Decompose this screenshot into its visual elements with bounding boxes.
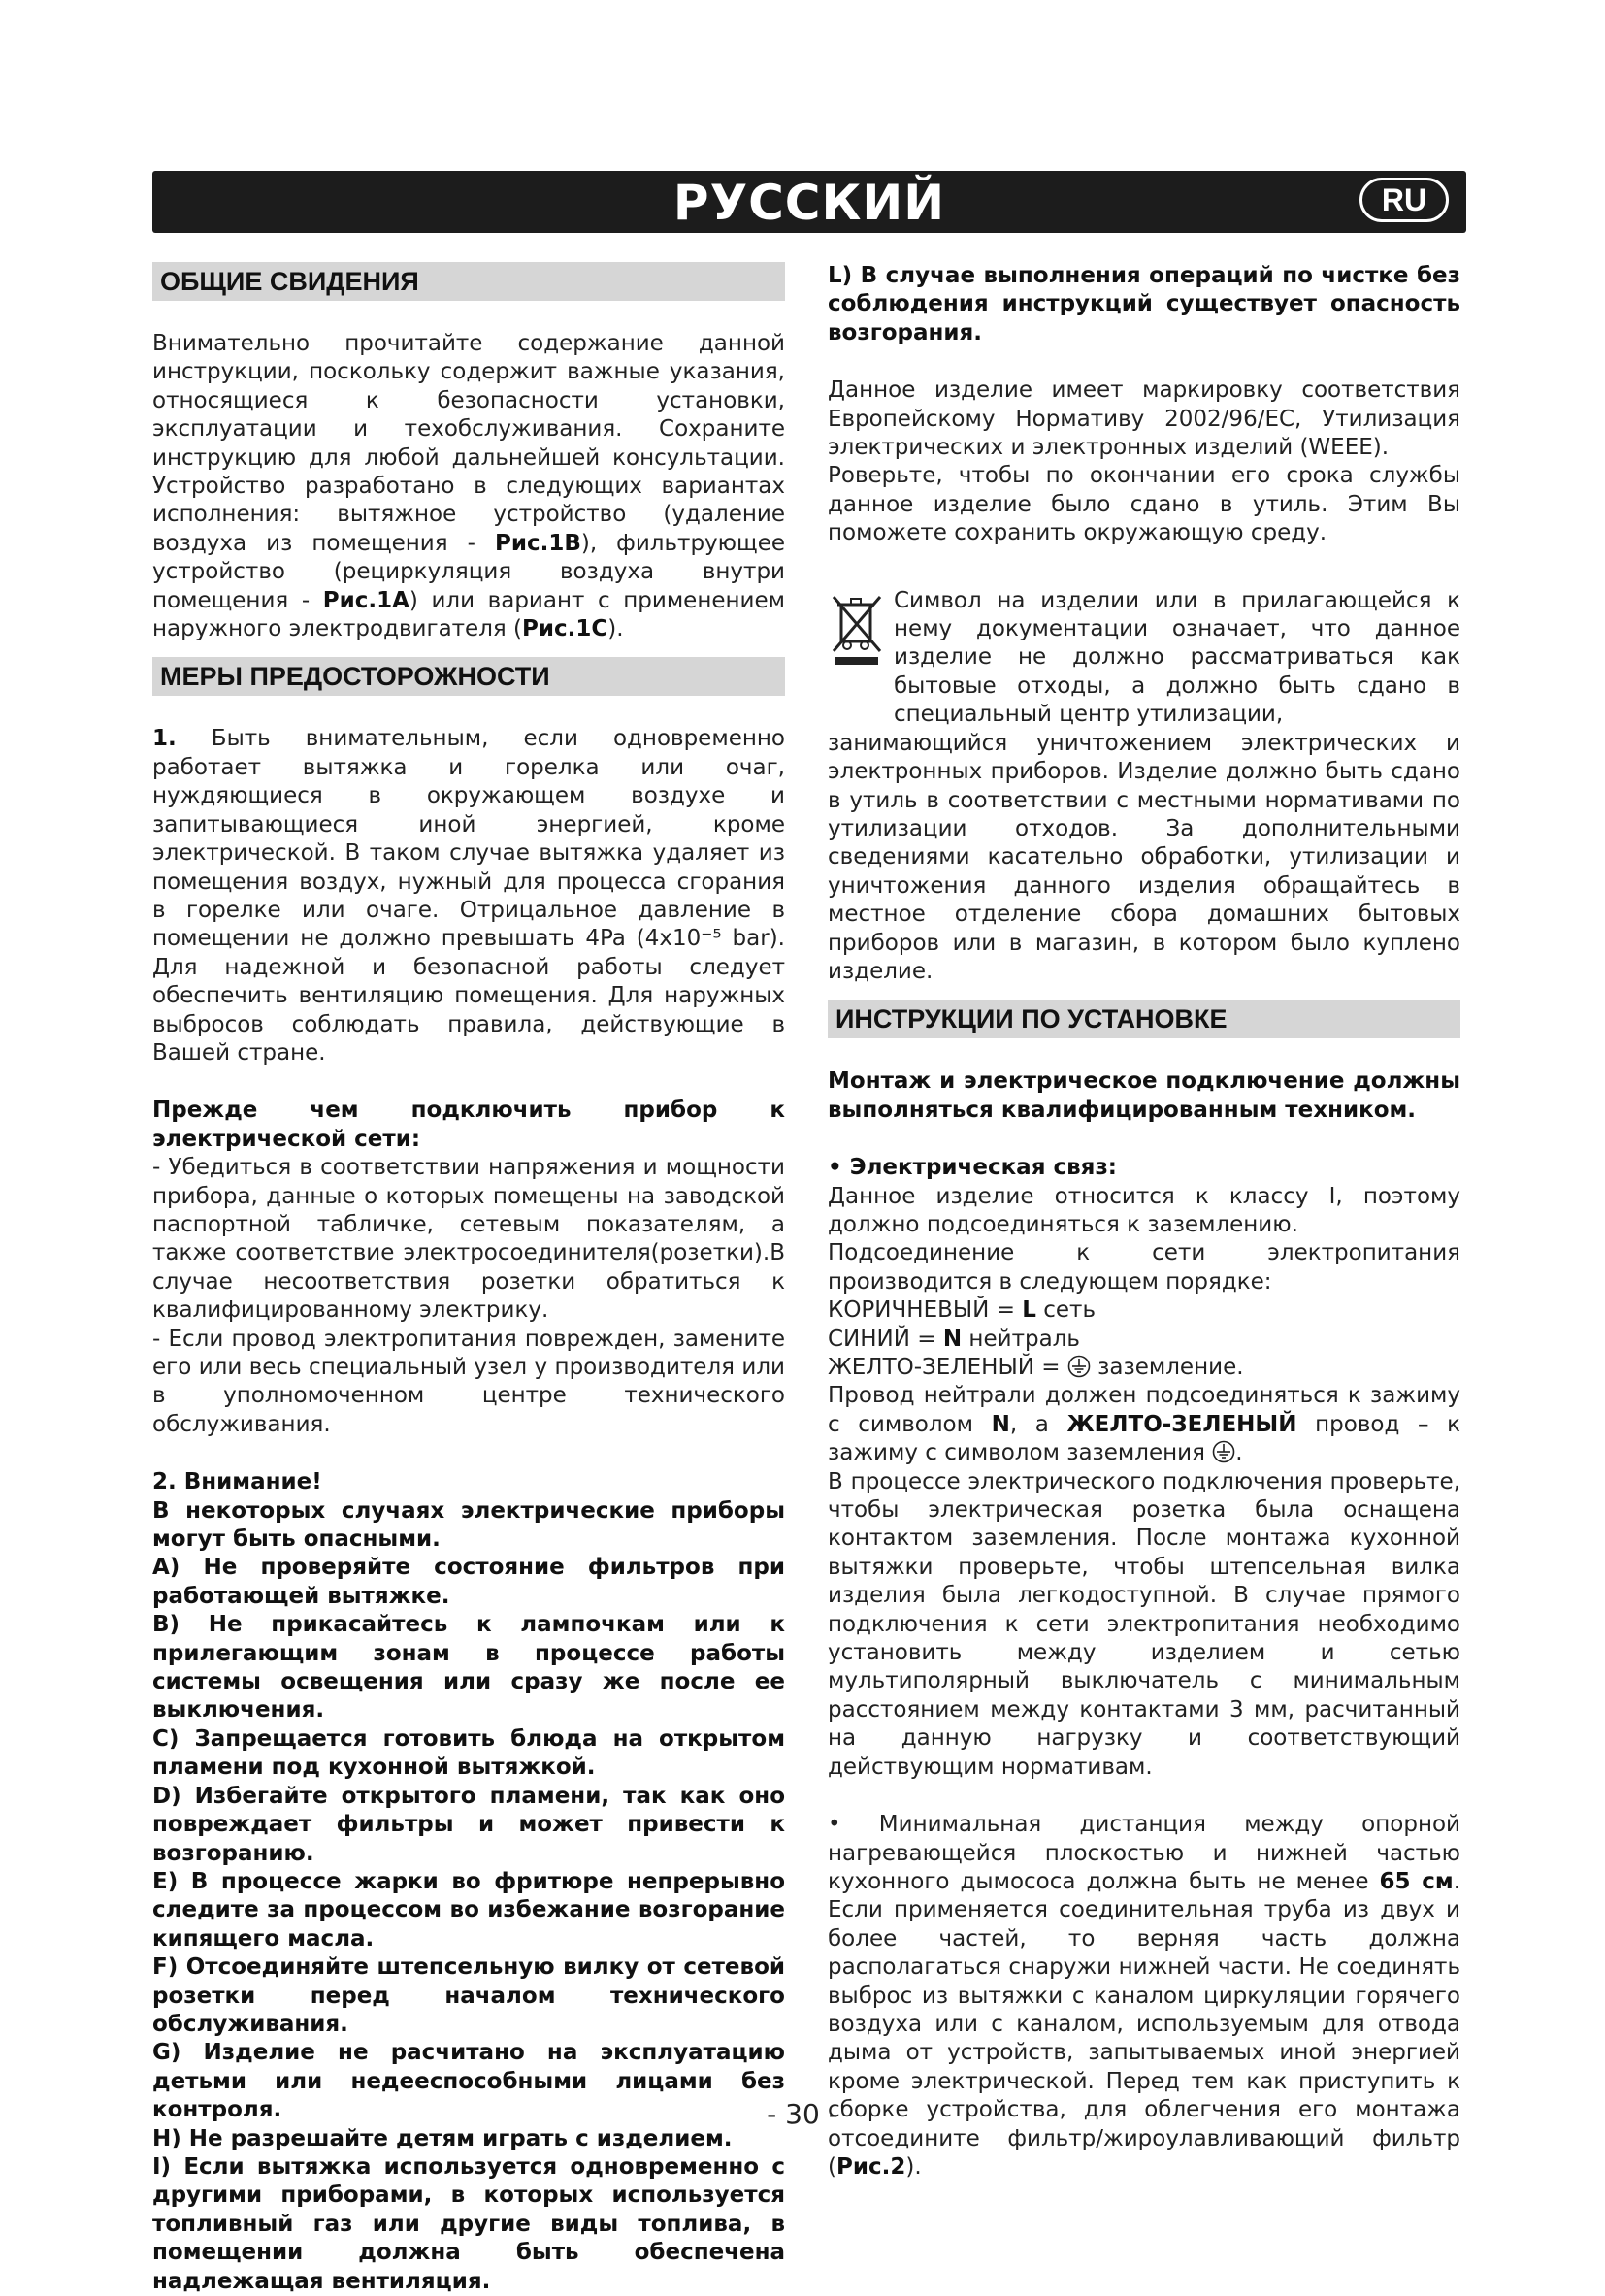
left-column — [152, 262, 785, 2296]
before-connect-heading: Прежде чем подключить прибор к электрической сети: — [152, 1098, 785, 1152]
attention-item-b: B) Не прикасайтесь к лампочкам или к прилегающим зонам в процессе работы системы освещения или сразу же после ее выключения. — [152, 1612, 785, 1723]
attention-item-h: H) Не разрешайте детям играть с изделием. — [152, 2125, 733, 2151]
ground-icon — [1067, 1355, 1091, 1378]
attention-item-e: E) В процессе жарки во фритюре непрерывно следите за процессом во избежание возгорание кипящего масла. — [152, 1868, 785, 1952]
electrical-class-paragraph: Данное изделие относится к классу I, поэтому должно подсоединяться к заземлению. — [828, 1183, 1460, 1237]
electrical-heading: • Электрическая связ: — [828, 1155, 1118, 1181]
banner-title: РУССКИЙ — [672, 175, 946, 231]
weee-marking-paragraph: Данное изделие имеет маркировку соответствия Европейскому Нормативу 2002/96/EC, Утилизация электрических и электронных изделий (WEEE). — [828, 377, 1460, 461]
neutral-wire-paragraph: Провод нейтрали должен подсоединяться к зажиму с символом N, а ЖЕЛТО-ЗЕЛЕНЫЙ провод – к зажиму с символом заземления . — [828, 1383, 1460, 1466]
weee-disposal-paragraph: занимающийся уничтожением электрических и электронных приборов. Изделие должно быть сдано в утиль в соответствии с местными нормативами по утилизации отходов. За дополнительными сведениями касательно обработки, утилизации и уничтожения данного изделия обращайтесь в местное отделение сбора домашних бытовых приборов или в магазин, в котором было куплено изделие. — [828, 730, 1460, 984]
attention-heading: 2. Внимание! — [152, 1469, 322, 1495]
weee-symbol-paragraph: Символ на изделии или в прилагающейся к нему документации означает, что данное изделие не должно рассматриваться как бытовые отходы, а должно быть сдано в специальный центр утилизации, — [894, 587, 1460, 728]
language-banner — [152, 171, 1466, 233]
wire-blue: СИНИЙ = N нейтраль — [828, 1326, 1080, 1352]
attention-item-i: I) Если вытяжка используется одновременно с другими приборами, в которых используется топливный газ или другие виды топлива, в помещении должна быть обеспечена надлежащая вентиляция. — [152, 2153, 785, 2294]
ground-icon — [1212, 1440, 1235, 1463]
before-connect-voltage: - Убедиться в соответствии напряжения и мощности прибора, данные о которых помещены на заводской паспортной табличке, сетевым показателям, а также соответствие электросоединителя(розетки).В случае несоответствия розетки обратиться к квалифицированному электрику. — [152, 1155, 785, 1324]
attention-intro: В некоторых случаях электрические приборы могут быть опасными. — [152, 1497, 785, 1553]
attention-item-l: L) В случае выполнения операций по чистке без соблюдения инструкций существует опасность возгорания. — [828, 263, 1460, 345]
safety-heading: МЕРЫ ПРЕДОСТОРОЖНОСТИ — [152, 657, 785, 696]
safety-item-1: 1. Быть внимательным, если одновременно работает вытяжка и горелка или очаг, нуждяющиеся в окружающем воздухе и запитывающиеся иной энергией, кроме электрической. В таком случае вытяжка удаляет из помещения воздух, нужный для процесса сгорания в горелке или очаге. Отрицальное давление в помещении не должно превышать 4Pa (4x10⁻⁵ bar). Для надежной и безопасной работы следует обеспечить вентиляцию помещения. Для наружных выбросов соблюдать правила, действующие в Вашей стране. — [152, 726, 785, 1066]
before-connect-cable: - Если провод электропитания поврежден, замените его или весь специальный узел у производителя или в уполномоченном центре технического обслуживания. — [152, 1326, 785, 1437]
min-distance-paragraph: • Минимальная дистанция между опорной нагревающейся плоскостью и нижней частью кухонного дымососа должна быть не менее 65 см. Если применяется соединительная труба из двух и более частей, то верняя часть должна располагаться снаружи нижней части. Не соединять выброс из вытяжки с каналом циркуляции горячего воздуха или с каналом, используемым для отвода дыма от устройств, запытываемых иной энергией кроме электрической. Перед тем как приступить к сборке устройства, для облегчения его монтажа отсоедините фильтр/жироулавливающий фильтр (Рис.2). — [828, 1812, 1461, 2180]
weee-symbol-block — [828, 587, 1460, 987]
electrical-order-paragraph: Подсоединение к сети электропитания производится в следующем порядке: — [828, 1240, 1460, 1295]
attention-item-g: G) Изделие не расчитано на эксплуатацию детьми или недееспособными лицами без контроля. — [152, 2040, 785, 2123]
wire-yellow-green: ЖЕЛТО-ЗЕЛЕНЫЙ = заземление. — [828, 1355, 1244, 1380]
right-column — [828, 262, 1460, 2181]
attention-item-d: D) Избегайте открытого пламени, так как оно повреждает фильтры и может привести к возгоранию. — [152, 1783, 785, 1866]
wire-brown: КОРИЧНЕВЫЙ = L сеть — [828, 1297, 1096, 1324]
attention-item-c: C) Запрещается готовить блюда на открытом пламени под кухонной вытяжкой. — [152, 1725, 785, 1781]
crossed-bin-icon — [828, 591, 886, 667]
connection-check-paragraph: В процессе электрического подключения проверьте, чтобы электрическая розетка была оснащена контактом заземления. После монтажа кухонной вытяжки проверьте, чтобы штепсельная вилка изделия была легкодоступной. В случае прямого подключения к сети электропитания необходимо установить между изделием и сетью мультиполярный выключатель с минимальным расстоянием между контактами 3 мм, расчитанный на данную нагрузку и соответствующий действующим нормативам. — [828, 1468, 1460, 1780]
install-heading: ИНСТРУКЦИИ ПО УСТАНОВКЕ — [828, 1000, 1460, 1038]
language-badge: RU — [1359, 178, 1449, 222]
attention-item-a: A) Не проверяйте состояние фильтров при работающей вытяжке. — [152, 1555, 785, 1609]
weee-recycle-paragraph: Роверьте, чтобы по окончании его срока службы данное изделие было сдано в утиль. Этим Вы поможете сохранить окружающую среду. — [828, 463, 1460, 546]
install-qualified-note: Монтаж и электрическое подключение должны выполняться квалифицированным техником. — [828, 1068, 1460, 1123]
page-number: - 30 - — [767, 2098, 838, 2130]
general-info-paragraph: Внимательно прочитайте содержание данной инструкции, поскольку содержит важные указания, относящиеся к безопасности установки, эксплуатации и техобслуживания. Сохраните инструкцию для любой дальнейшей консультации. Устройство разработано в следующих вариантах исполнения: вытяжное устройство (удаление воздуха из помещения - Рис.1B), фильтрующее устройство (рециркуляция воздуха внутри помещения - Рис.1A) или вариант с применением наружного электродвигателя (Рис.1C). — [152, 331, 785, 642]
attention-item-f: F) Отсоединяйте штепсельную вилку от сетевой розетки перед началом технического обслуживания. — [152, 1954, 785, 2037]
general-info-heading: ОБЩИЕ СВИДЕНИЯ — [152, 262, 785, 301]
